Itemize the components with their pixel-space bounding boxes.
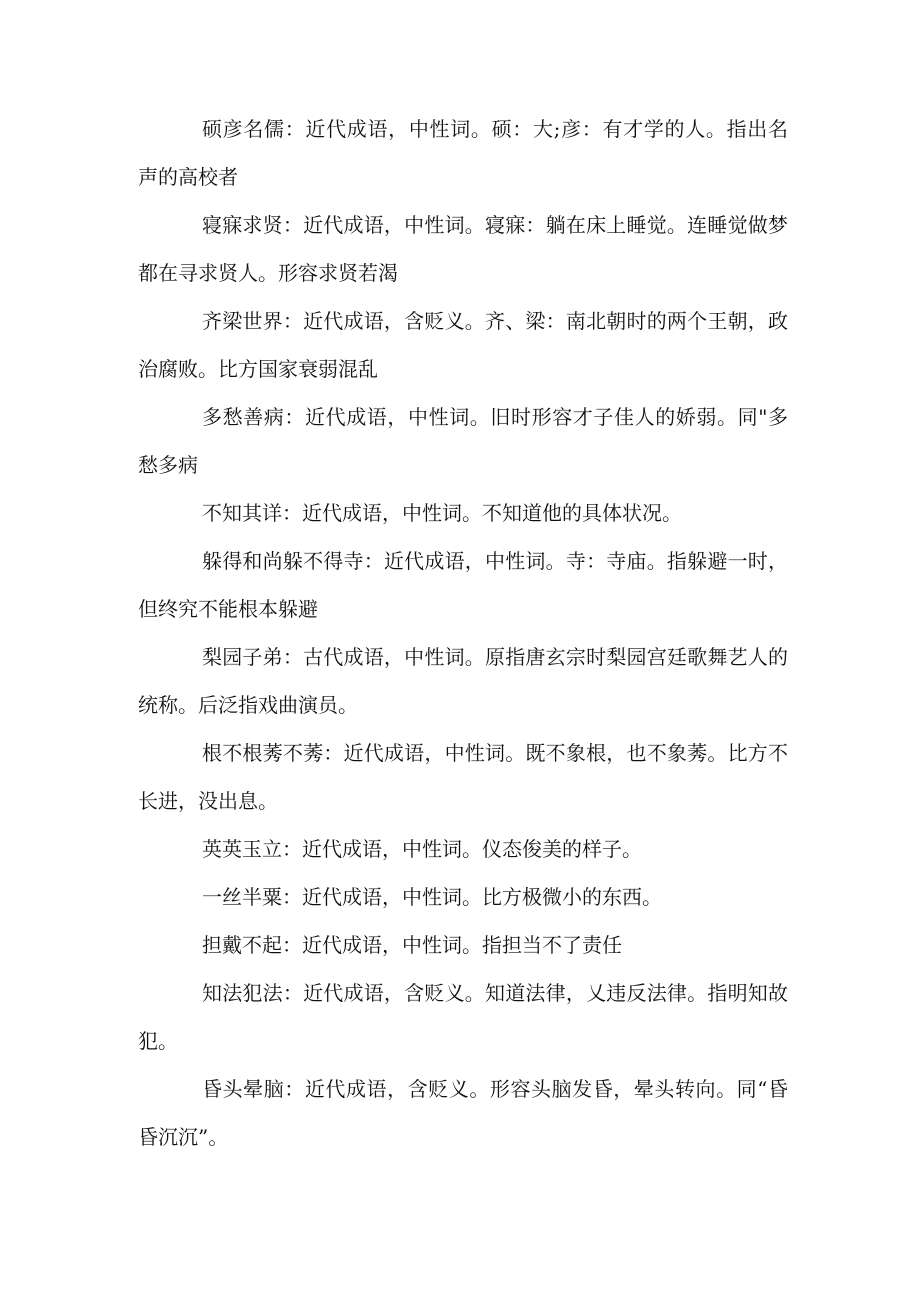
idiom-entry: 一丝半粟：近代成语，中性词。比方极微小的东西。 xyxy=(202,885,662,909)
idiom-entry: 躲得和尚躲不得寺：近代成语，中性词。寺：寺庙。指躲避一时，但终究不能根本躲避 xyxy=(138,549,788,621)
idiom-list xyxy=(138,105,788,1161)
idiom-entry: 英英玉立：近代成语，中性词。仪态俊美的样子。 xyxy=(202,837,642,861)
idiom-entry: 昏头晕脑：近代成语，含贬义。形容头脑发昏，晕头转向。同“昏昏沉沉”。 xyxy=(138,1077,788,1149)
idiom-entry: 不知其详：近代成语，中性词。不知道他的具体状况。 xyxy=(202,501,682,525)
idiom-entry: 多愁善病：近代成语，中性词。旧时形容才子佳人的娇弱。同"多愁多病 xyxy=(138,405,788,477)
idiom-entry: 寝寐求贤：近代成语，中性词。寝寐：躺在床上睡觉。连睡觉做梦都在寻求贤人。形容求贤若渴 xyxy=(138,213,788,285)
idiom-entry: 担戴不起：近代成语，中性词。指担当不了责任 xyxy=(202,933,622,957)
idiom-entry: 知法犯法：近代成语，含贬义。知道法律，乂违反法律。指明知故犯。 xyxy=(138,981,788,1053)
idiom-entry: 硕彦名儒：近代成语，中性词。硕：大;彦：有才学的人。指出名声的高校者 xyxy=(138,117,788,189)
idiom-entry: 根不根莠不莠：近代成语，中性词。既不象根，也不象莠。比方不长进，没出息。 xyxy=(138,741,788,813)
idiom-entry: 梨园子弟：古代成语，中性词。原指唐玄宗时梨园宫廷歌舞艺人的统称。后泛指戏曲演员。 xyxy=(138,645,788,717)
idiom-entry: 齐梁世界：近代成语，含贬义。齐、梁：南北朝时的两个王朝，政治腐败。比方国家衰弱混乱 xyxy=(138,309,788,381)
